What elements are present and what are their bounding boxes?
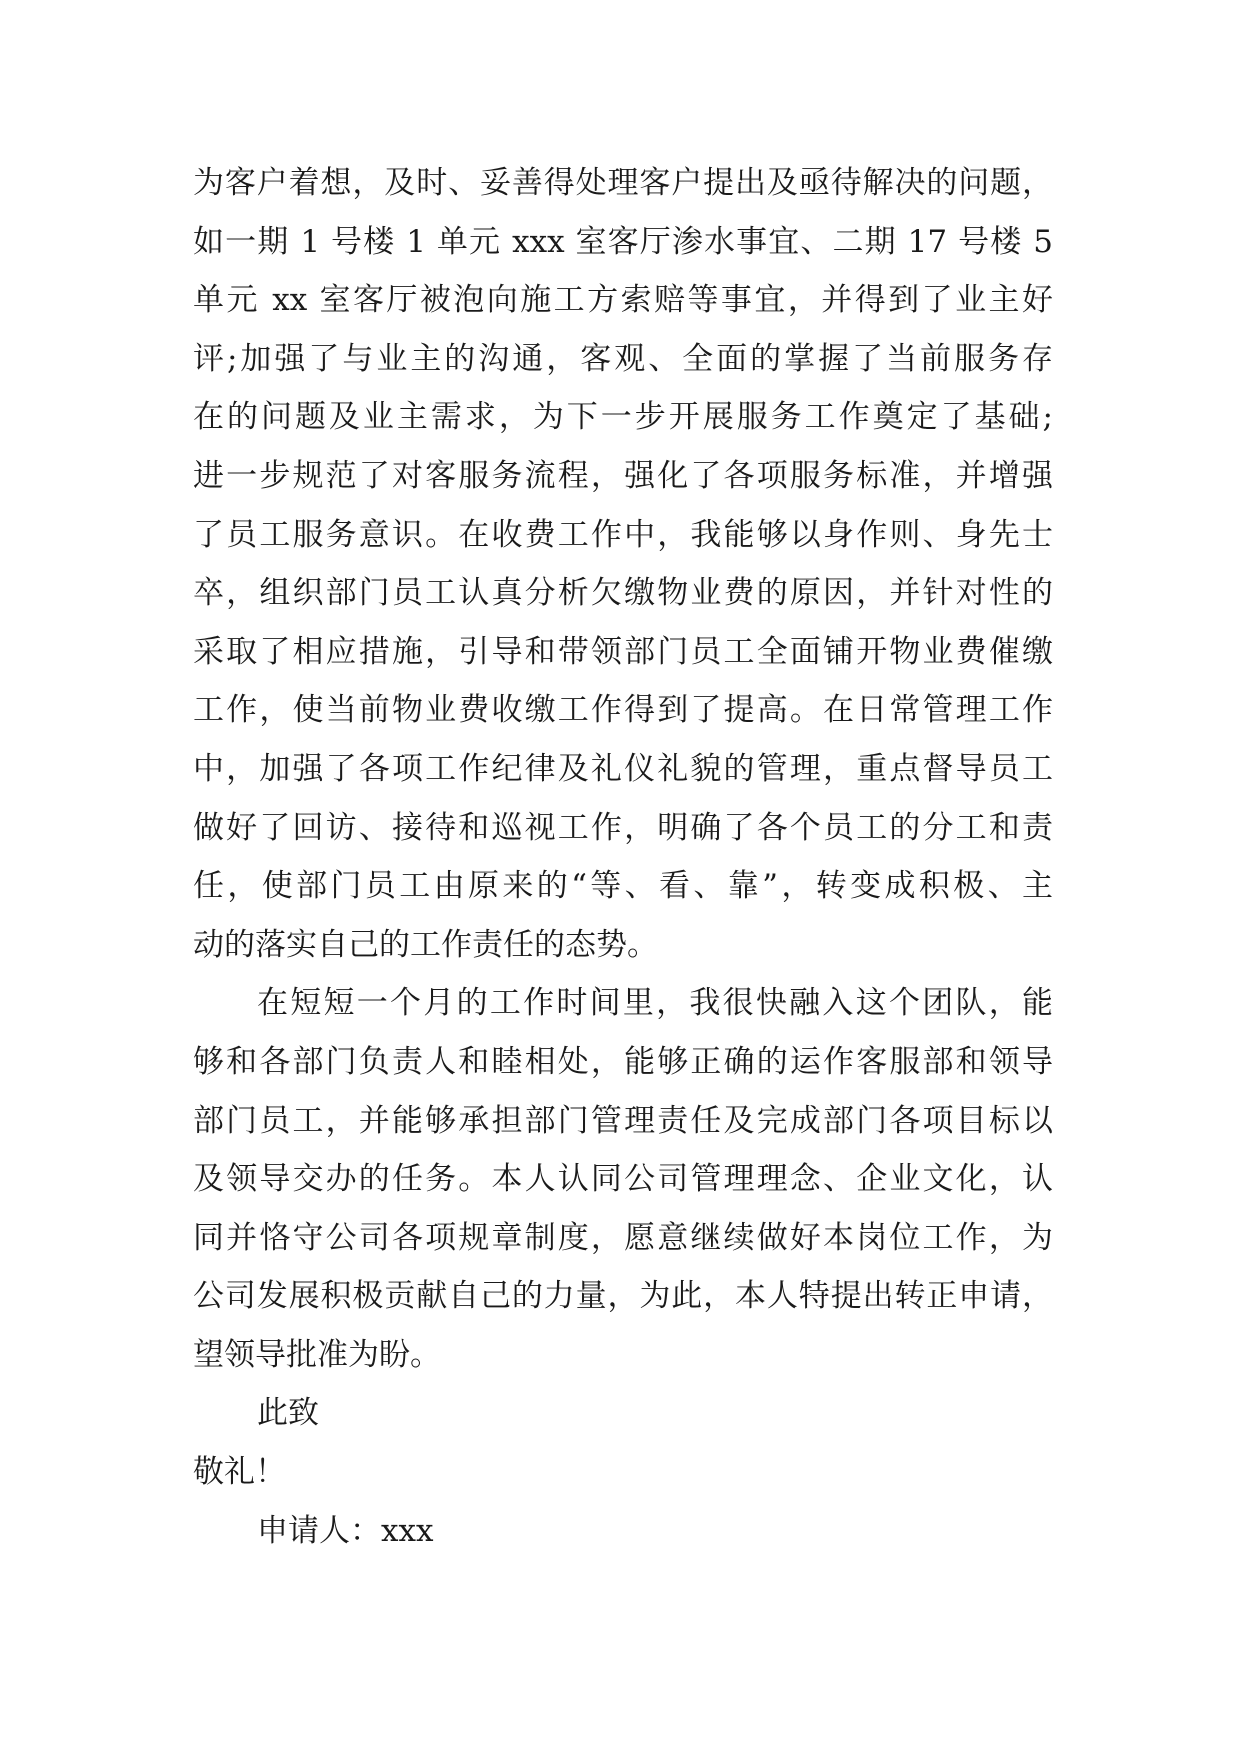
paragraph-2 <box>193 974 1053 1384</box>
text-line: 够和各部门负责人和睦相处，能够正确的运作客服部和领导 <box>193 1043 1053 1080</box>
text-line: 动的落实自己的工作责任的态势。 <box>193 926 658 963</box>
text-line: 在短短一个月的工作时间里，我很快融入这个团队，能 <box>257 985 1053 1022</box>
text-line: 为客户着想，及时、妥善得处理客户提出及亟待解决的问题， <box>193 165 1053 201</box>
applicant-line: 申请人：xxx <box>257 1512 434 1549</box>
text-line: 进一步规范了对客服务流程，强化了各项服务标准，并增强 <box>193 457 1053 494</box>
text-line: 望领导批准为盼。 <box>193 1336 441 1373</box>
text-line: 同并恪守公司各项规章制度，愿意继续做好本岗位工作，为 <box>193 1219 1053 1256</box>
text-line: 卒，组织部门员工认真分析欠缴物业费的原因，并针对性的 <box>193 575 1053 612</box>
text-line: 部门员工，并能够承担部门管理责任及完成部门各项目标以 <box>193 1102 1053 1139</box>
text-line: 在的问题及业主需求，为下一步开展服务工作奠定了基础; <box>193 399 1053 436</box>
text-line: 采取了相应措施，引导和带领部门员工全面铺开物业费催缴 <box>193 633 1053 670</box>
text-line: 做好了回访、接待和巡视工作，明确了各个员工的分工和责 <box>193 809 1053 846</box>
text-line: 评;加强了与业主的沟通，客观、全面的掌握了当前服务存 <box>193 340 1053 377</box>
text-line: 工作，使当前物业费收缴工作得到了提高。在日常管理工作 <box>193 692 1053 729</box>
text-line: 中，加强了各项工作纪律及礼仪礼貌的管理，重点督导员工 <box>193 750 1053 787</box>
text-line: 及领导交办的任务。本人认同公司管理理念、企业文化，认 <box>193 1161 1053 1198</box>
text-line: 单元 xx 室客厅被泡向施工方索赔等事宜，并得到了业主好 <box>193 282 1053 319</box>
text-line: 公司发展积极贡献自己的力量，为此，本人特提出转正申请， <box>193 1278 1053 1315</box>
document-body <box>193 154 1053 1560</box>
paragraph-1 <box>193 154 1053 974</box>
text-line: 了员工服务意识。在收费工作中，我能够以身作则、身先士 <box>193 516 1053 553</box>
text-line: 如一期 1 号楼 1 单元 xxx 室客厅渗水事宜、二期 17 号楼 5 <box>193 223 1053 260</box>
text-line: 任，使部门员工由原来的“等、看、靠”，转变成积极、主 <box>193 868 1053 905</box>
salute-line: 敬礼！ <box>193 1454 286 1491</box>
closing-line: 此致 <box>257 1395 319 1432</box>
